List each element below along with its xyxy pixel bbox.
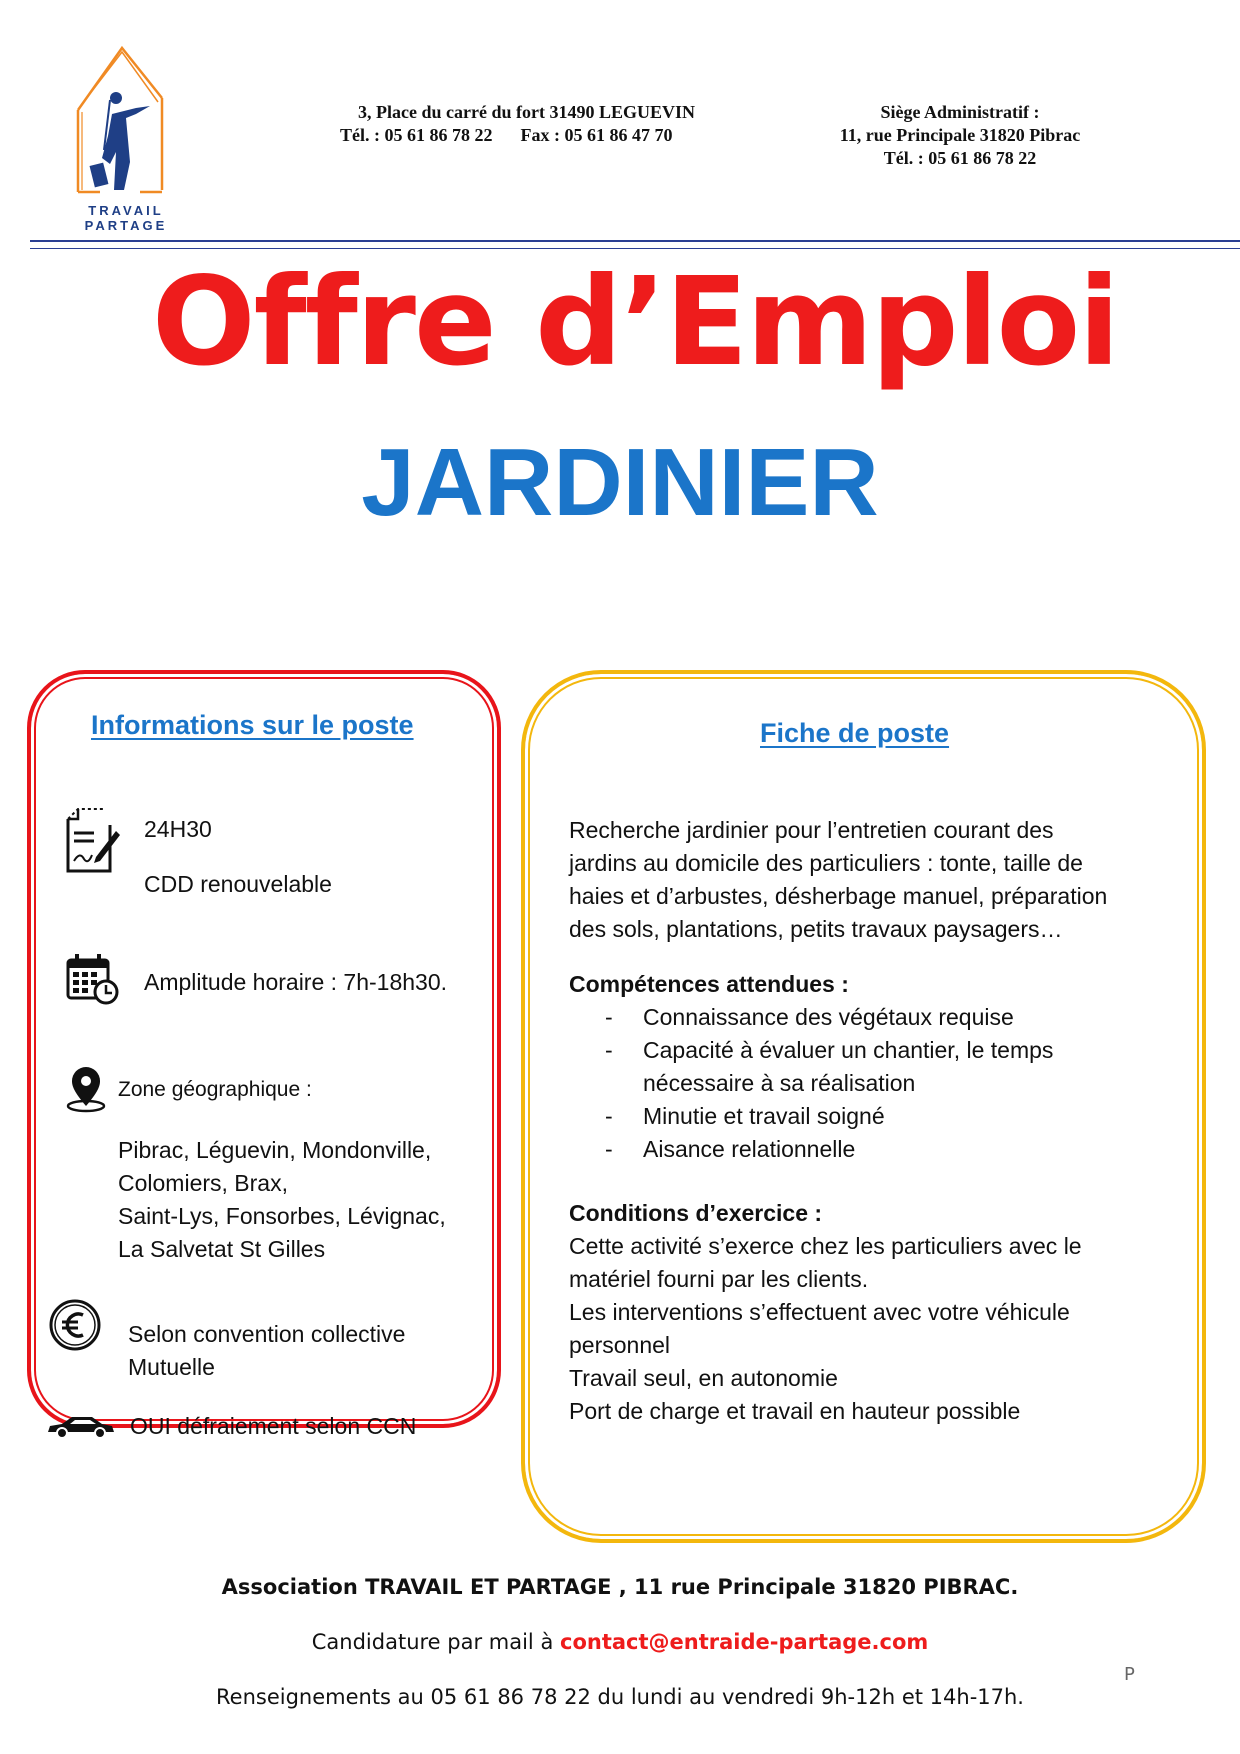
conditions-heading: Conditions d’exercice : <box>569 1200 823 1226</box>
skill-item <box>569 1001 1169 1034</box>
condition-line: Travail seul, en autonomie <box>569 1365 838 1391</box>
header-divider <box>30 240 1240 249</box>
job-title: JARDINIER <box>361 429 879 536</box>
skill-text: Aisance relationnelle <box>643 1136 856 1162</box>
skill-item <box>569 1034 1169 1100</box>
condition-line: personnel <box>569 1332 671 1358</box>
header-tel-pibrac: Tél. : 05 61 86 78 22 <box>883 148 1037 168</box>
header-contact-leguevin <box>340 124 760 147</box>
salary-convention: Selon convention collective <box>128 1321 406 1347</box>
skill-item <box>569 1100 1169 1133</box>
condition-line: matériel fourni par les clients. <box>569 1266 869 1292</box>
working-hours-range: Amplitude horaire : 7h-18h30. <box>144 969 448 995</box>
zone-line: Saint-Lys, Fonsorbes, Lévignac, <box>118 1203 446 1229</box>
zone-label: Zone géographique : <box>118 1078 312 1101</box>
condition-line: Cette activité s’exerce chez les particuliers avec le <box>569 1233 1082 1259</box>
euro-icon <box>48 1298 102 1352</box>
skills-list <box>569 1001 1169 1166</box>
zone-line: La Salvetat St Gilles <box>118 1236 326 1262</box>
skill-text: Minutie et travail soigné <box>643 1103 885 1129</box>
header-left-address <box>340 101 760 147</box>
logo-text <box>66 203 186 233</box>
footer-apply-text: Candidature par mail à <box>311 1630 560 1654</box>
contact-email-link[interactable]: contact@entraide-partage.com <box>560 1630 929 1654</box>
page-title: Offre d’Emploi <box>151 251 1119 393</box>
skill-item <box>569 1133 1169 1166</box>
list-dash: - <box>605 1004 613 1030</box>
skill-text: Connaissance des végétaux requise <box>643 1004 1014 1030</box>
skill-text: Capacité à évaluer un chantier, le temps <box>643 1037 1054 1063</box>
list-dash: - <box>605 1103 613 1129</box>
salary-mutuelle: Mutuelle <box>128 1354 215 1380</box>
zone-line: Colomiers, Brax, <box>118 1170 288 1196</box>
location-pin-icon <box>64 1066 108 1114</box>
footer-association-address: Association TRAVAIL ET PARTAGE , 11 rue Principale 31820 PIBRAC. <box>221 1575 1019 1599</box>
job-description-panel-title: Fiche de poste <box>760 718 950 748</box>
description-line: Recherche jardinier pour l’entretien courant des <box>569 817 1054 843</box>
description-line: jardins au domicile des particuliers : tonte, taille de <box>569 850 1083 876</box>
contract-type: CDD renouvelable <box>144 871 332 897</box>
contract-icon <box>64 805 120 875</box>
job-description <box>569 814 1169 946</box>
condition-line: Les interventions s’effectuent avec votre véhicule <box>569 1299 1070 1325</box>
skills-heading: Compétences attendues : <box>569 971 849 997</box>
logo-text-line1: TRAVAIL <box>88 203 164 218</box>
zone-list <box>118 1134 488 1266</box>
zone-line: Pibrac, Léguevin, Mondonville, <box>118 1137 432 1163</box>
condition-line: Port de charge et travail en hauteur possible <box>569 1398 1021 1424</box>
weekly-hours: 24H30 <box>144 816 212 842</box>
description-line: des sols, plantations, petits travaux paysagers… <box>569 916 1063 942</box>
footer-contact-hours: Renseignements au 05 61 86 78 22 du lundi au vendredi 9h-12h et 14h-17h. <box>216 1685 1024 1709</box>
list-dash: - <box>605 1136 613 1162</box>
conditions-list <box>569 1230 1169 1428</box>
page-mark: P <box>1124 1664 1135 1685</box>
car-icon <box>46 1412 116 1440</box>
header-fax-leguevin: Fax : 05 61 86 47 70 <box>520 125 673 145</box>
header-tel-leguevin: Tél. : 05 61 86 78 22 <box>340 125 493 145</box>
salary-info <box>128 1318 405 1384</box>
header-right-address <box>810 101 1110 170</box>
description-line: haies et d’arbustes, désherbage manuel, préparation <box>569 883 1108 909</box>
calendar-clock-icon <box>66 952 120 1006</box>
logo-text-line2: PARTAGE <box>84 218 168 233</box>
header-address-leguevin: 3, Place du carré du fort 31490 LEGUEVIN <box>358 102 695 122</box>
list-dash: - <box>605 1037 613 1063</box>
job-info-panel-title: Informations sur le poste <box>91 710 414 740</box>
header-siege-heading: Siège Administratif : <box>880 102 1040 122</box>
skill-text: nécessaire à sa réalisation <box>643 1070 916 1096</box>
header-address-pibrac: 11, rue Principale 31820 Pibrac <box>839 125 1081 145</box>
footer-application <box>0 1628 1240 1656</box>
travel-allowance: OUI défraiement selon CCN <box>130 1413 417 1439</box>
